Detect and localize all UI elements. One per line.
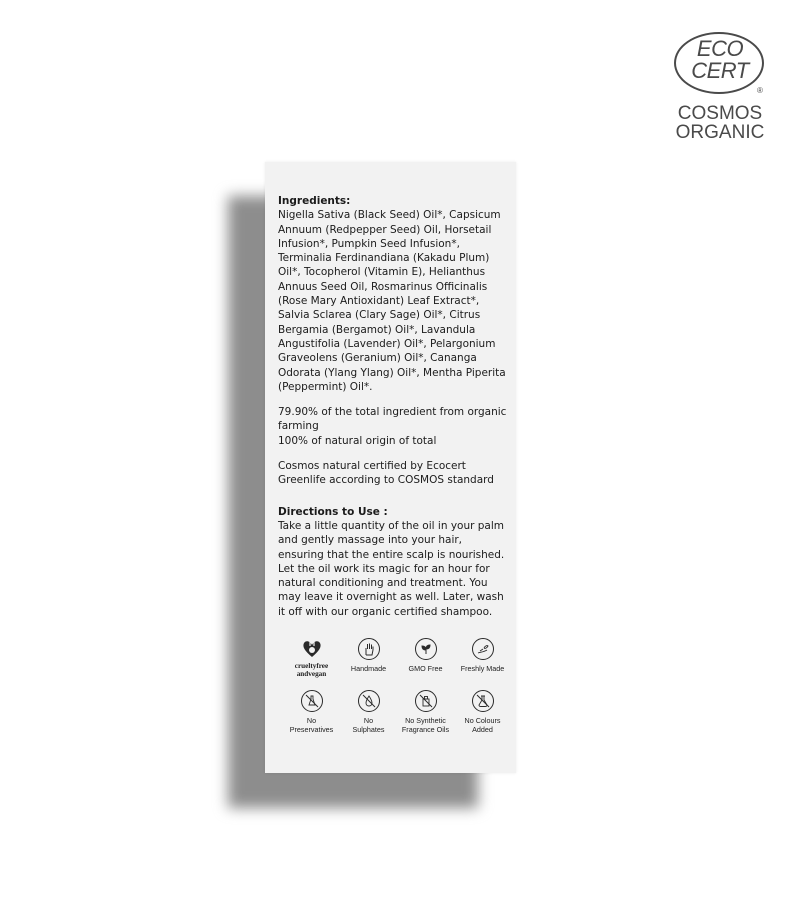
natural-origin-text: 100% of natural origin of total	[278, 434, 437, 447]
leaf-icon	[415, 638, 437, 660]
badge-no-colours	[454, 690, 511, 734]
handmade-label: Handmade	[350, 664, 387, 673]
freshly-made-label: Freshly Made	[460, 664, 505, 673]
no-preservatives-icon	[301, 690, 323, 712]
label-content	[278, 194, 510, 619]
logo-cosmos-text: COSMOS	[677, 103, 763, 124]
rabbit-heart-icon	[299, 638, 325, 660]
cruelty-free-label: crueltyfree andvegan	[294, 662, 329, 678]
badge-no-synthetic-fragrance	[397, 690, 454, 734]
badge-no-sulphates	[340, 690, 397, 734]
no-preservatives-label: No Preservatives	[289, 716, 334, 734]
logo-organic-text: ORGANIC	[675, 122, 765, 143]
directions-heading: Directions to Use :	[278, 505, 388, 518]
product-box-back	[265, 162, 516, 773]
badge-freshly-made	[454, 638, 511, 678]
ecocert-cosmos-organic-logo	[668, 30, 772, 144]
directions-text: Take a little quantity of the oil in your palm and gently massage into your hair, ensuring that the entire scalp is nourished. Let the oil work its magic for an hour for natural conditioning and treatment. You may leave it overnight as well. Later, wash it off with our organic certified shampoo.	[278, 519, 505, 618]
ingredients-text: Nigella Sativa (Black Seed) Oil*, Capsicum Annuum (Redpepper Seed) Oil, Horsetail Infusion*, Pumpkin Seed Infusion*, Terminalia Ferdinandiana (Kakadu Plum) Oil*, Tocopherol (Vitamin E), Helianthus Annuus Seed Oil, Rosmarinus Officinalis (Rose Mary Antioxidant) Leaf Extract*, Salvia Sclarea (Clary Sage) Oil*, Citrus Bergamia (Bergamot) Oil*, Lavandula Angustifolia (Lavender) Oil*, Pelargonium Graveolens (Geranium) Oil*, Cananga Odorata (Ylang Ylang) Oil*, Mentha Piperita (Peppermint) Oil*.	[278, 209, 506, 393]
hand-icon	[358, 638, 380, 660]
badge-grid	[283, 638, 513, 734]
fresh-hand-icon	[472, 638, 494, 660]
logo-eco-text: ECO	[696, 36, 744, 61]
no-synthetic-fragrance-label: No Synthetic Fragrance Oils	[401, 716, 450, 734]
logo-registered-mark: ®	[757, 86, 763, 95]
certification-statement: Cosmos natural certified by Ecocert Greenlife according to COSMOS standard	[278, 460, 494, 487]
badge-no-preservatives	[283, 690, 340, 734]
badge-row	[283, 638, 513, 678]
badge-row	[283, 690, 513, 734]
badge-gmo-free	[397, 638, 454, 678]
badge-cruelty-free	[283, 638, 340, 678]
gmo-free-label: GMO Free	[408, 664, 443, 673]
ingredients-heading: Ingredients:	[278, 195, 351, 207]
no-colours-label: No Colours Added	[464, 716, 501, 734]
no-fragrance-icon	[415, 690, 437, 712]
organic-percent-text: 79.90% of the total ingredient from organic farming	[278, 406, 507, 433]
badge-handmade	[340, 638, 397, 678]
no-colours-icon	[472, 690, 494, 712]
no-sulphates-icon	[358, 690, 380, 712]
no-sulphates-label: No Sulphates	[352, 716, 385, 734]
logo-cert-text: CERT	[691, 58, 749, 83]
